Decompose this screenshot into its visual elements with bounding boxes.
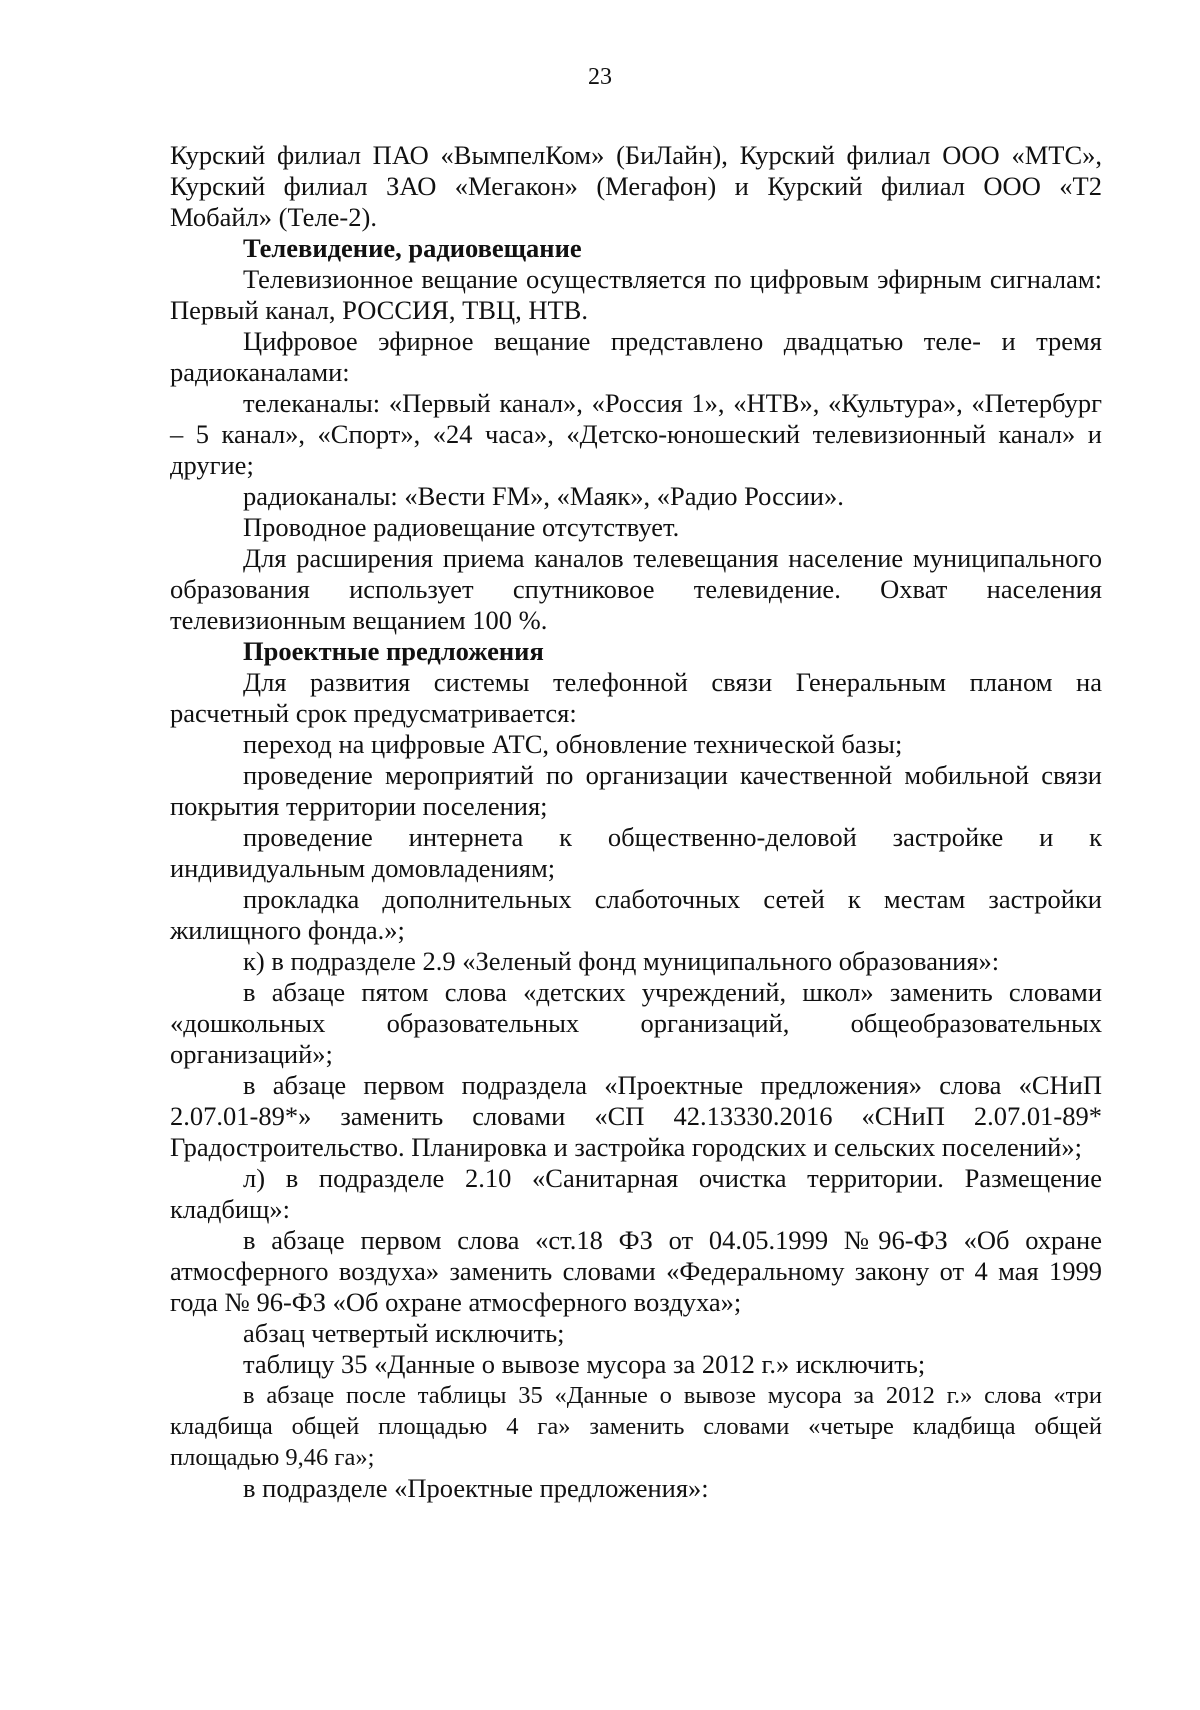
heading-tv-radio: Телевидение, радиовещание: [243, 233, 582, 263]
paragraph-telephone-development: Для развития системы телефонной связи Генеральным планом на расчетный срок предусматривается:: [170, 667, 1102, 728]
paragraph-tv-channels: телеканалы: «Первый канал», «Россия 1», «НТВ», «Культура», «Петербург – 5 канал», «Спорт», «24 часа», «Детско-юношеский телевизионный канал» и другие;: [170, 388, 1102, 480]
list-item-low-current-networks: прокладка дополнительных слаботочных сетей к местам застройки жилищного фонда.»;: [170, 884, 1102, 945]
paragraph-exclude-fourth: абзац четвертый исключить;: [243, 1318, 565, 1348]
paragraph-project-subsection: в подразделе «Проектные предложения»:: [243, 1473, 709, 1503]
paragraph-wired-radio: Проводное радиовещание отсутствует.: [243, 512, 680, 542]
paragraph-air-protection-amendment: в абзаце первом слова «ст.18 ФЗ от 04.05.1999 №96-ФЗ «Об охране атмосферного воздуха» заменить словами «Федеральному закону от 4 мая 1999 года № 96-ФЗ «Об охране атмосферного воздуха»;: [170, 1225, 1102, 1317]
paragraph-subsection-2-9: к) в подразделе 2.9 «Зеленый фонд муниципального образования»:: [243, 946, 1000, 976]
paragraph-exclude-table-35: таблицу 35 «Данные о вывозе мусора за 2012 г.» исключить;: [243, 1349, 926, 1379]
paragraph-satellite-tv: Для расширения приема каналов телевещания население муниципального образования использует спутниковое телевидение. Охват населения телевизионным вещанием 100 %.: [170, 543, 1102, 635]
paragraph-subsection-2-10: л) в подразделе 2.10 «Санитарная очистка территории. Размещение кладбищ»:: [170, 1163, 1102, 1224]
list-item-mobile-coverage: проведение мероприятий по организации качественной мобильной связи покрытия территории поселения;: [170, 760, 1102, 821]
paragraph-paragraph-five-amendment: в абзаце пятом слова «детских учреждений, школ» заменить словами «дошкольных образовательных организаций, общеобразовательных организаций»;: [170, 977, 1102, 1069]
paragraph-snip-amendment: в абзаце первом подраздела «Проектные предложения» слова «СНиП 2.07.01-89*» заменить словами «СП 42.13330.2016 «СНиП 2.07.01-89* Градостроительство. Планировка и застройка городских и сельских поселений»;: [170, 1070, 1102, 1162]
paragraph-tv-broadcast: Телевизионное вещание осуществляется по цифровым эфирным сигналам: Первый канал, РОССИЯ, ТВЦ, НТВ.: [170, 264, 1102, 325]
paragraph-radio-channels: радиоканалы: «Вести FM», «Маяк», «Радио России».: [243, 481, 844, 511]
list-item-internet: проведение интернета к общественно-деловой застройке и к индивидуальным домовладениям;: [170, 822, 1102, 883]
document-body: [170, 140, 1102, 1504]
paragraph-digital-broadcast: Цифровое эфирное вещание представлено двадцатью теле- и тремя радиоканалами:: [170, 326, 1102, 387]
paragraph-operators: Курский филиал ПАО «ВымпелКом» (БиЛайн), Курский филиал ООО «МТС», Курский филиал ЗАО «Мегакон» (Мегафон) и Курский филиал ООО «Т2 Мобайл» (Теле-2).: [170, 140, 1102, 232]
heading-project-proposals: Проектные предложения: [243, 636, 544, 666]
paragraph-cemeteries-amendment: в абзаце после таблицы 35 «Данные о вывозе мусора за 2012 г.» слова «три кладбища общей площадью 4 га» заменить словами «четыре кладбища общей площадью 9,46 га»;: [170, 1382, 1102, 1471]
page-number: 23: [588, 64, 612, 90]
list-item-digital-ats: переход на цифровые АТС, обновление технической базы;: [243, 729, 903, 759]
